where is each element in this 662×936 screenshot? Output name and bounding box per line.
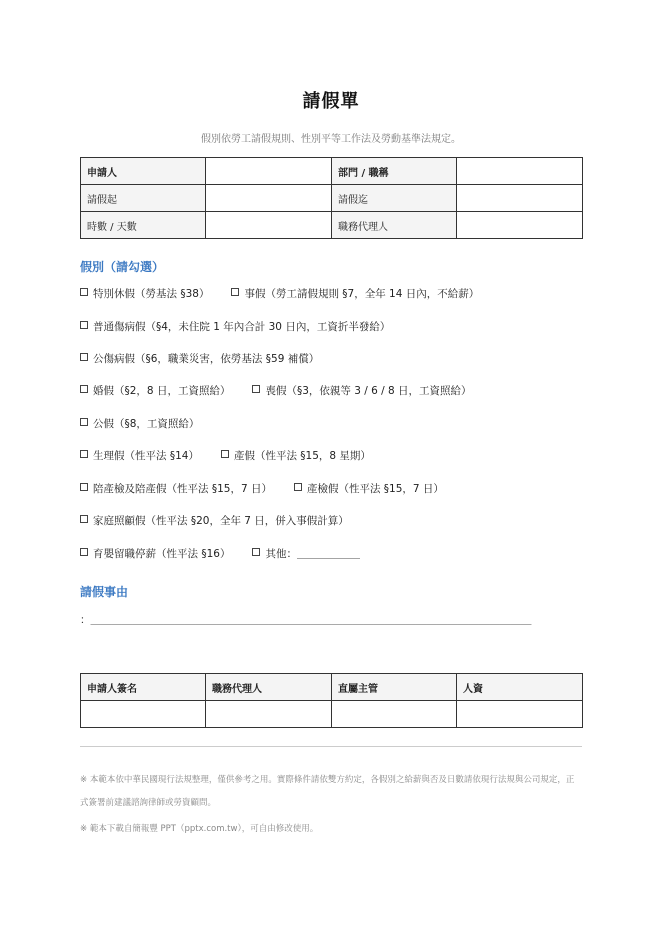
- footer-divider: [80, 746, 582, 747]
- leave-option-menstrual[interactable]: [80, 448, 199, 463]
- checkbox-icon[interactable]: [294, 483, 302, 491]
- signature-table: [80, 673, 583, 728]
- deputy-signature-header: 職務代理人: [206, 674, 332, 701]
- leave-option-official[interactable]: [80, 416, 199, 431]
- leave-option-label: 產假（性平法 §15，8 星期）: [233, 450, 371, 462]
- signature-header-row: [81, 674, 583, 701]
- reason-input-line[interactable]: ：＿＿＿＿＿＿＿＿＿＿＿＿＿＿＿＿＿＿＿＿＿＿＿＿＿＿＿＿＿＿＿＿＿＿＿＿＿＿＿＿＿＿: [80, 614, 532, 626]
- leave-option-personal[interactable]: [231, 286, 479, 301]
- applicant-info-table: [80, 157, 583, 239]
- leave-option-row: [80, 448, 393, 464]
- leave-option-annual[interactable]: [80, 286, 209, 301]
- hr-signature-header: 人資: [457, 674, 583, 701]
- leave-option-sick[interactable]: [80, 319, 390, 334]
- leave-option-label: 事假（勞工請假規則 §7，全年 14 日內，不給薪）: [244, 288, 480, 300]
- leave-option-row: [80, 546, 382, 562]
- leave-option-row: [80, 286, 501, 302]
- leave-option-label: 特別休假（勞基法 §38）: [93, 288, 210, 300]
- supervisor-signature-header: 直屬主管: [332, 674, 457, 701]
- deputy-signature-field[interactable]: [206, 701, 332, 728]
- info-row: [81, 158, 583, 185]
- applicant-field[interactable]: [206, 158, 332, 185]
- hr-signature-field[interactable]: [457, 701, 583, 728]
- deputy-label: 職務代理人: [332, 212, 457, 239]
- leave-option-prenatal-checkup[interactable]: [294, 481, 444, 496]
- department-title-label: 部門 / 職稱: [332, 158, 457, 185]
- leave-option-paternity[interactable]: [80, 481, 272, 496]
- leave-option-marriage[interactable]: [80, 383, 230, 398]
- checkbox-icon[interactable]: [231, 288, 239, 296]
- leave-option-label: 陪產檢及陪產假（性平法 §15，7 日）: [93, 483, 272, 495]
- checkbox-icon[interactable]: [80, 353, 88, 361]
- leave-option-family-care[interactable]: [80, 513, 349, 528]
- leave-option-label: 家庭照顧假（性平法 §20，全年 7 日，併入事假計算）: [93, 515, 349, 527]
- checkbox-icon[interactable]: [80, 548, 88, 556]
- leave-option-label: 其他：＿＿＿＿＿＿: [265, 548, 360, 560]
- leave-option-label: 育嬰留職停薪（性平法 §16）: [93, 548, 231, 560]
- leave-end-field[interactable]: [457, 185, 583, 212]
- leave-start-field[interactable]: [206, 185, 332, 212]
- checkbox-icon[interactable]: [252, 385, 260, 393]
- page-title: 請假單: [302, 91, 360, 112]
- leave-end-label: 請假迄: [332, 185, 457, 212]
- checkbox-icon[interactable]: [80, 385, 88, 393]
- info-row: [81, 185, 583, 212]
- supervisor-signature-field[interactable]: [332, 701, 457, 728]
- page-subtitle: 假別依勞工請假規則、性別平等工作法及勞動基準法規定。: [201, 134, 461, 145]
- applicant-label: 申請人: [81, 158, 206, 185]
- leave-option-row: [80, 319, 412, 335]
- leave-option-label: 生理假（性平法 §14）: [93, 450, 199, 462]
- leave-start-label: 請假起: [81, 185, 206, 212]
- leave-type-heading: 假別（請勾選）: [80, 260, 165, 274]
- deputy-field[interactable]: [457, 212, 583, 239]
- leave-option-label: 喪假（§3，依親等 3 / 6 / 8 日，工資照給）: [265, 385, 472, 397]
- checkbox-icon[interactable]: [80, 515, 88, 523]
- leave-option-label: 產檢假（性平法 §15，7 日）: [306, 483, 444, 495]
- leave-option-label: 公假（§8，工資照給）: [93, 418, 200, 430]
- department-title-field[interactable]: [457, 158, 583, 185]
- leave-option-other[interactable]: [252, 546, 360, 561]
- leave-option-row: [80, 351, 341, 367]
- leave-option-occupational-injury[interactable]: [80, 351, 319, 366]
- reason-heading: 請假事由: [80, 585, 129, 599]
- leave-option-maternity[interactable]: [221, 448, 371, 463]
- checkbox-icon[interactable]: [80, 288, 88, 296]
- applicant-signature-field[interactable]: [81, 701, 206, 728]
- info-row: [81, 212, 583, 239]
- signature-row: [81, 701, 583, 728]
- disclaimer-note: ※ 本範本依中華民國現行法規整理，僅供參考之用。實際條件請依雙方約定，各假別之給薪與否及日數請依現行法規與公司規定，正式簽署前建議諮詢律師或勞資顧問。: [80, 775, 575, 808]
- hours-days-label: 時數 / 天數: [81, 212, 206, 239]
- leave-option-label: 婚假（§2，8 日，工資照給）: [93, 385, 231, 397]
- checkbox-icon[interactable]: [252, 548, 260, 556]
- leave-option-row: [80, 481, 466, 497]
- leave-option-label: 公傷病假（§6，職業災害，依勞基法 §59 補償）: [93, 353, 320, 365]
- applicant-signature-header: 申請人簽名: [81, 674, 206, 701]
- checkbox-icon[interactable]: [80, 418, 88, 426]
- checkbox-icon[interactable]: [221, 450, 229, 458]
- checkbox-icon[interactable]: [80, 321, 88, 329]
- hours-days-field[interactable]: [206, 212, 332, 239]
- leave-option-parental[interactable]: [80, 546, 230, 561]
- source-note: ※ 範本下載自簡報豐 PPT（pptx.com.tw），可自由修改使用。: [80, 824, 319, 834]
- leave-option-bereavement[interactable]: [252, 383, 471, 398]
- leave-option-row: [80, 513, 371, 529]
- leave-option-label: 普通傷病假（§4，未住院 1 年內合計 30 日內，工資折半發給）: [93, 321, 391, 333]
- checkbox-icon[interactable]: [80, 483, 88, 491]
- leave-option-row: [80, 383, 494, 399]
- leave-option-row: [80, 416, 221, 432]
- checkbox-icon[interactable]: [80, 450, 88, 458]
